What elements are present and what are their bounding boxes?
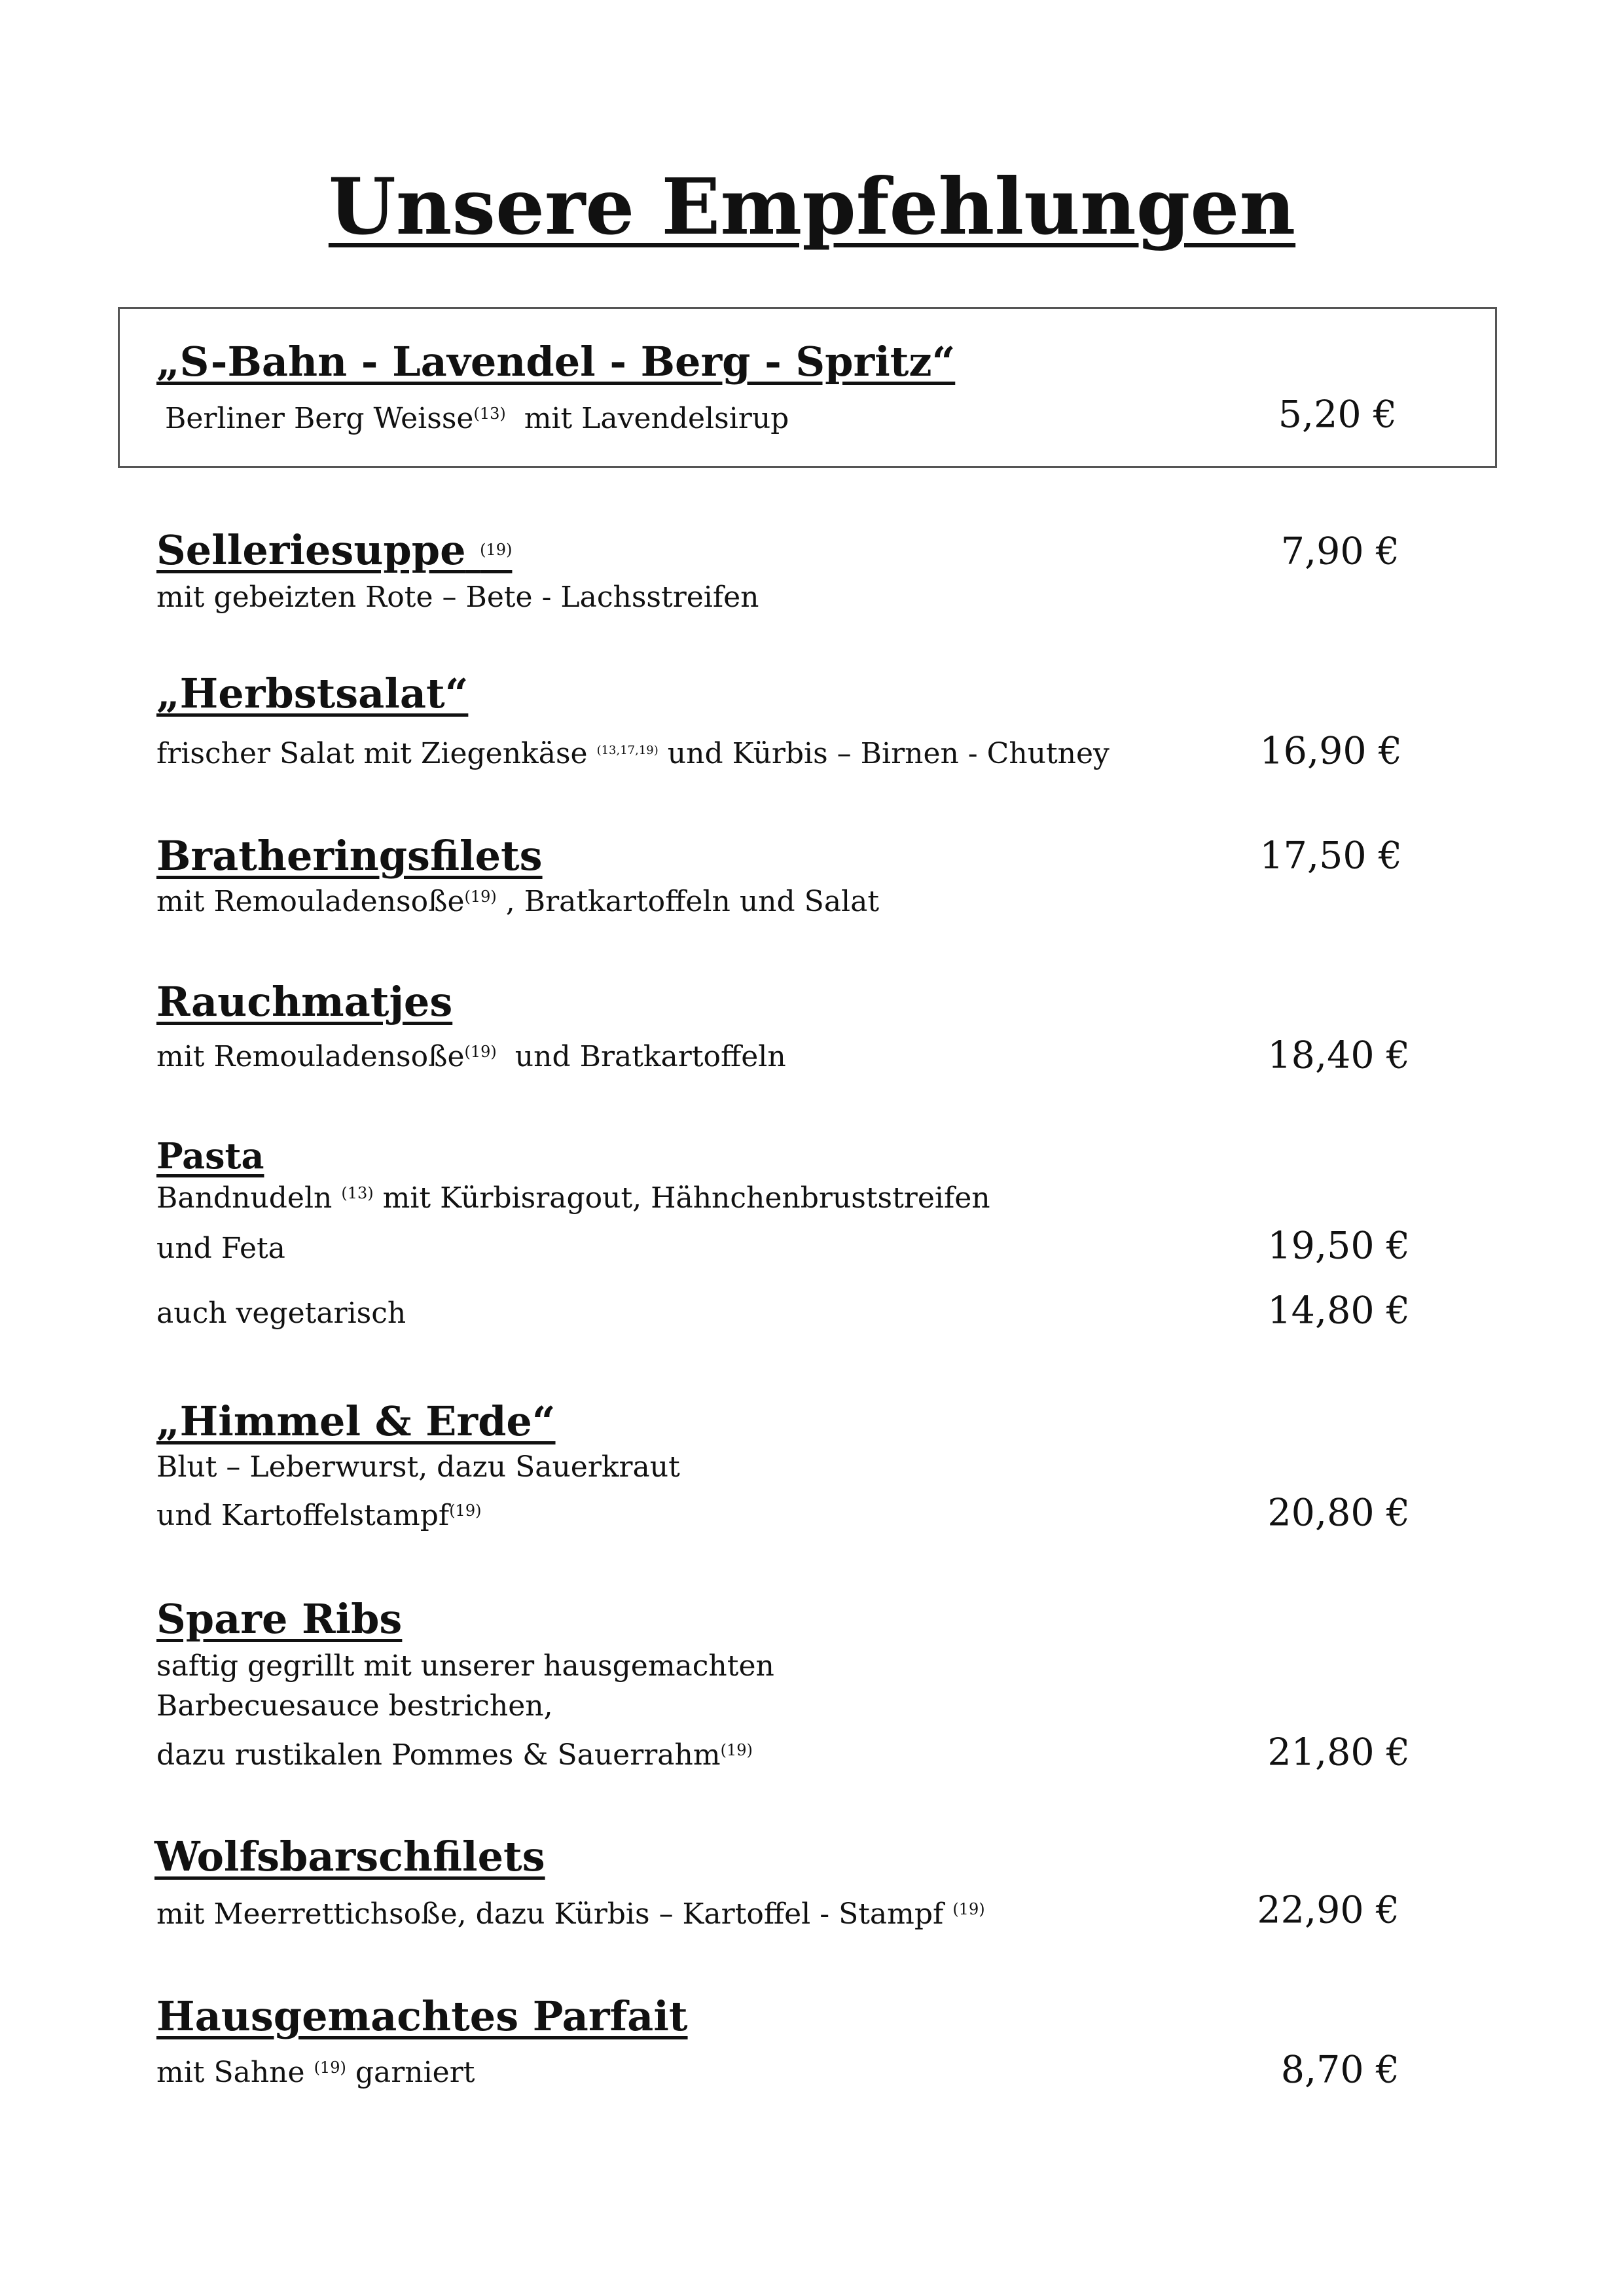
item-name <box>156 526 513 574</box>
desc-text: Berliner Berg Weisse <box>165 402 474 435</box>
allergen-note: (19) <box>449 1501 482 1520</box>
desc-text: , Bratkartoffeln und Salat <box>505 885 880 918</box>
item-desc <box>156 1181 990 1215</box>
item-name: Rauchmatjes <box>156 978 453 1026</box>
desc-text: und Kartoffelstampf <box>156 1499 450 1532</box>
item-desc <box>156 885 880 918</box>
item-name: Bratheringsfilets <box>156 832 543 880</box>
item-name: Wolfsbarschfilets <box>154 1833 545 1880</box>
desc-text: mit Kürbisragout, Hähnchenbruststreifen <box>382 1181 990 1215</box>
allergen-note: (13) <box>473 404 506 423</box>
desc-text: mit Meerrettichsoße, dazu Kürbis – Kartoffel - Stampf <box>156 1897 944 1931</box>
allergen-note: (19) <box>314 2058 346 2077</box>
item-desc: mit gebeizten Rote – Bete - Lachsstreifen <box>156 581 759 614</box>
item-desc: saftig gegrillt mit unserer hausgemachten <box>156 1649 774 1683</box>
item-name: „Herbstsalat“ <box>156 670 469 717</box>
allergen-note: (19) <box>720 1741 753 1759</box>
allergen-note: (19) <box>464 888 497 906</box>
item-variant: auch vegetarisch <box>156 1297 406 1330</box>
page-title <box>0 161 1624 252</box>
item-desc: und Feta <box>156 1232 285 1265</box>
featured-box <box>118 307 1497 468</box>
item-price: 18,40 € <box>1267 1033 1410 1077</box>
item-desc <box>156 737 1110 770</box>
item-price: 20,80 € <box>1267 1491 1410 1535</box>
item-name: Hausgemachtes Parfait <box>156 1992 688 2040</box>
desc-text: dazu rustikalen Pommes & Sauerrahm <box>156 1738 721 1772</box>
item-desc <box>156 1040 786 1073</box>
item-desc <box>156 1897 985 1931</box>
desc-text: Bandnudeln <box>156 1181 333 1215</box>
item-price: 7,90 € <box>1280 529 1399 573</box>
item-price: 22,90 € <box>1257 1888 1399 1932</box>
item-name-text: Selleriesuppe <box>156 526 466 574</box>
item-price: 17,50 € <box>1259 834 1402 878</box>
desc-text: und Kürbis – Birnen - Chutney <box>667 737 1110 770</box>
desc-text: mit Sahne <box>156 2056 305 2089</box>
item-desc: Barbecuesauce bestrichen, <box>156 1689 553 1723</box>
item-desc <box>156 1501 481 1530</box>
featured-desc <box>165 404 789 433</box>
featured-name: „S-Bahn - Lavendel - Berg - Spritz“ <box>156 338 956 386</box>
item-price: 21,80 € <box>1267 1731 1410 1774</box>
allergen-note: (13) <box>341 1184 374 1202</box>
item-price: 19,50 € <box>1267 1224 1410 1268</box>
page-title-text: Unsere Empfehlungen <box>328 161 1296 252</box>
desc-text: frischer Salat mit Ziegenkäse <box>156 737 588 770</box>
desc-text: garniert <box>355 2056 475 2089</box>
item-name: Spare Ribs <box>156 1595 403 1643</box>
desc-text: mit Lavendelsirup <box>524 402 789 435</box>
allergen-note: (19) <box>952 1900 985 1918</box>
item-desc: Blut – Leberwurst, dazu Sauerkraut <box>156 1450 680 1484</box>
desc-text: mit Remouladensoße <box>156 1040 465 1073</box>
allergen-note: (19) <box>464 1043 497 1061</box>
item-name: „Himmel & Erde“ <box>156 1397 556 1445</box>
featured-price: 5,20 € <box>1278 393 1397 437</box>
desc-text: und Bratkartoffeln <box>505 1040 786 1073</box>
allergen-note: (19) <box>480 541 513 559</box>
item-desc <box>156 1738 753 1772</box>
desc-text: mit Remouladensoße <box>156 885 465 918</box>
item-name: Pasta <box>156 1135 264 1177</box>
item-desc <box>156 2058 475 2087</box>
item-price: 16,90 € <box>1259 729 1402 773</box>
item-price: 8,70 € <box>1280 2048 1399 2092</box>
allergen-note: (13,17,19) <box>596 744 659 757</box>
item-variant-price: 14,80 € <box>1267 1289 1410 1333</box>
